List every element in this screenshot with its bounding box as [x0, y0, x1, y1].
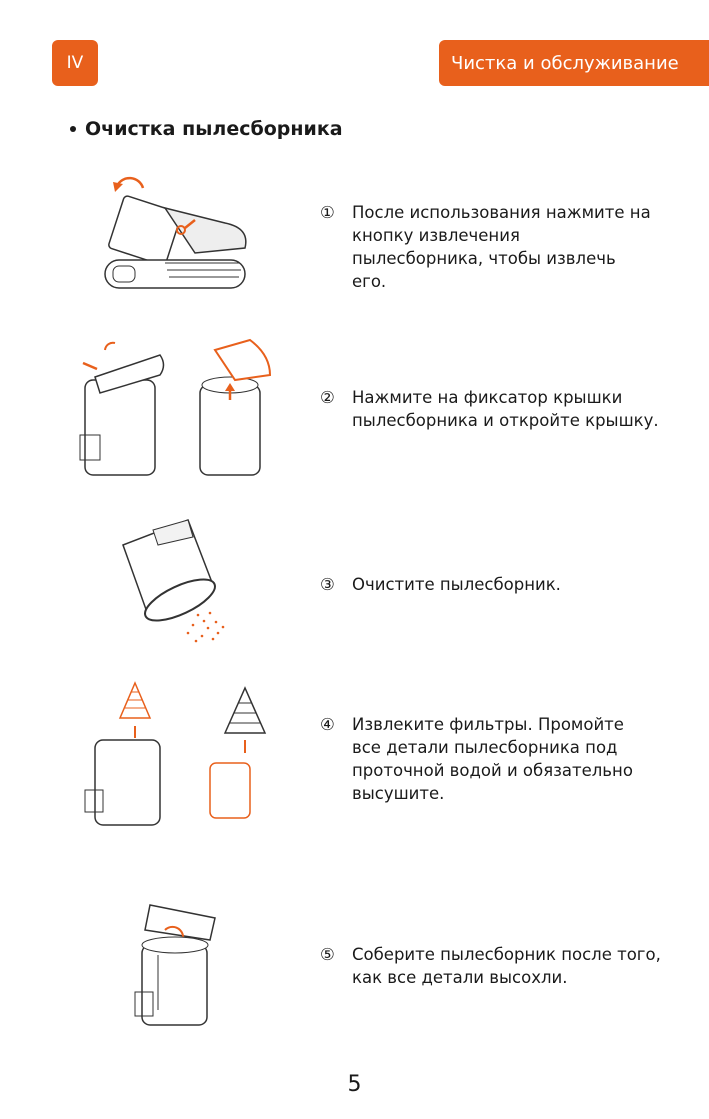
illustration-step-4: [80, 678, 280, 828]
illustration-step-3: [118, 515, 243, 645]
step-text: Очистите пылесборник.: [352, 575, 561, 594]
step-number: ③: [320, 575, 335, 594]
step-4: [320, 713, 637, 805]
step-text: После использования нажмите на кнопку извлечения пылесборника, чтобы извлечь его.: [352, 203, 651, 291]
bullet-icon: [70, 126, 76, 132]
section-tab: Чистка и обслуживание: [439, 40, 709, 86]
step-number: ④: [320, 715, 335, 734]
step-number: ②: [320, 388, 335, 407]
page-number: 5: [347, 1072, 362, 1097]
step-number: ①: [320, 203, 335, 222]
section-title: [70, 118, 343, 140]
step-text: Извлеките фильтры. Промойте все детали пылесборника под проточной водой и обязательно высушите.: [352, 715, 633, 803]
step-text: Соберите пылесборник после того, как все детали высохли.: [352, 945, 661, 987]
step-5: [320, 943, 672, 989]
section-title-text: Очистка пылесборника: [85, 118, 343, 140]
illustration-step-1: [95, 168, 255, 298]
step-3: [320, 573, 672, 596]
chapter-tab: IV: [52, 40, 98, 86]
step-1: [320, 201, 652, 293]
step-text: Нажмите на фиксатор крышки пылесборника и откройте крышку.: [352, 388, 659, 430]
illustration-step-5: [130, 900, 230, 1030]
illustration-step-2: [75, 335, 285, 480]
step-number: ⑤: [320, 945, 335, 964]
step-2: [320, 386, 662, 432]
